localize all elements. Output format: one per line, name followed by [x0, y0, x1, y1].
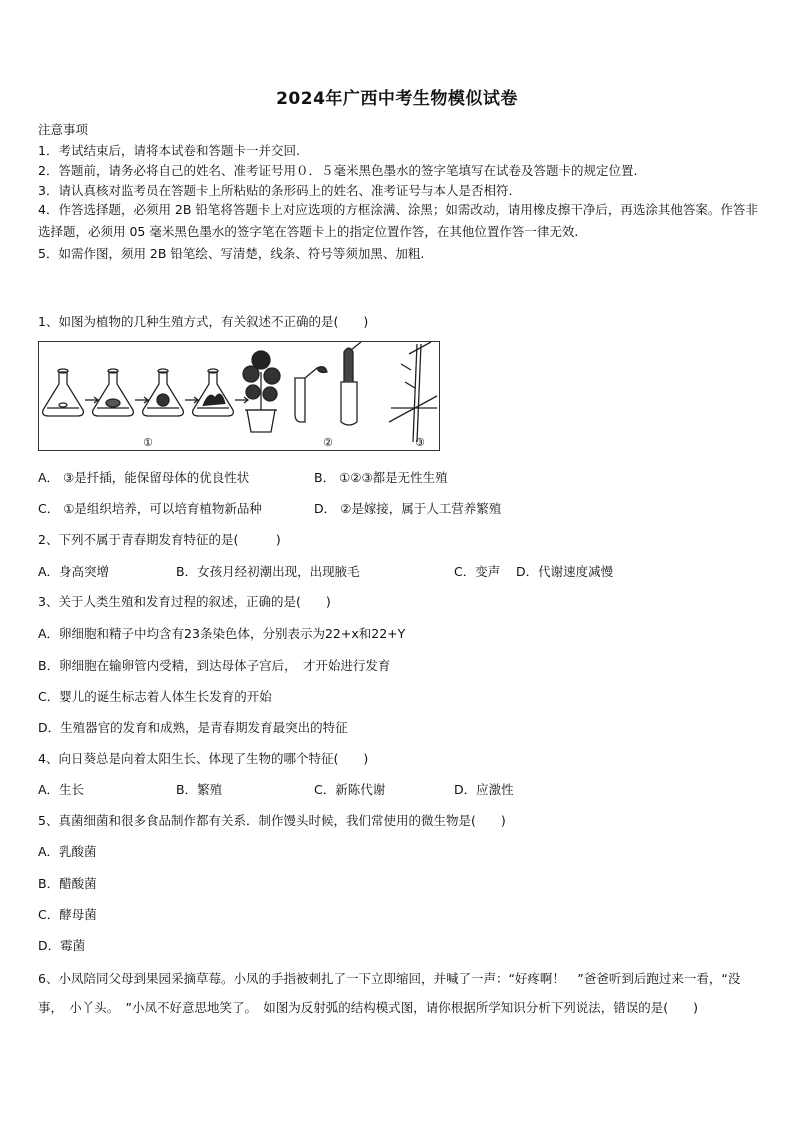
question-3-stem: 3、关于人类生殖和发育过程的叙述，正确的是( ): [38, 594, 331, 609]
question-5-stem: 5、真菌细菌和很多食品制作都有关系．制作馒头时候，我们常使用的微生物是( ): [38, 813, 506, 828]
question-2-option-c: C．变声: [454, 564, 501, 579]
notice-item-4: 4．作答选择题，必须用 2B 铅笔将答题卡上对应选项的方框涂满、涂黑；如需改动，请用橡皮擦干净后，再选涂其他答案。作答非选择题，必须用 05 毫米黑色墨水的签字笔在答题卡上的指定位置作答，在其他位置作答一律无效.: [38, 202, 758, 239]
question-4-option-a: A．生长: [38, 782, 85, 797]
question-1-option-d: D． ②是嫁接，属于人工营养繁殖: [314, 501, 502, 516]
question-5-option-a: A．乳酸菌: [38, 844, 97, 859]
figure-label-2: ②: [323, 436, 333, 449]
notice-item-5: 5．如需作图，须用 2B 铅笔绘、写清楚，线条、符号等须加黑、加粗.: [38, 246, 425, 261]
question-1-option-a: A． ③是扦插，能保留母体的优良性状: [38, 470, 250, 485]
question-2-option-b: B．女孩月经初潮出现，出现腋毛: [176, 564, 360, 579]
question-5-option-b: B．醋酸菌: [38, 876, 97, 891]
question-3-option-c: C．婴儿的诞生标志着人体生长发育的开始: [38, 689, 272, 704]
question-1-option-c: C． ①是组织培养，可以培育植物新品种: [38, 501, 262, 516]
question-1-stem: 1、如图为植物的几种生殖方式，有关叙述不正确的是( ): [38, 314, 369, 329]
question-4-option-c: C．新陈代谢: [314, 782, 386, 797]
question-2-stem: 2、下列不属于青春期发育特征的是( ): [38, 532, 281, 547]
question-4-option-b: B．繁殖: [176, 782, 223, 797]
question-2-option-a: A．身高突增: [38, 564, 110, 579]
question-6-stem: 6、小凤陪同父母到果园采摘草莓。小凤的手指被刺扎了一下立即缩回，并喊了一声：“好疼啊！ ”爸爸听到后跑过来一看，“没事， 小丫头。 ”小凤不好意思地笑了。 如图为反射弧的结构模式图，请你根据所学知识分析下列说法，错误的是( ): [38, 971, 741, 1015]
question-5-option-c: C．酵母菌: [38, 907, 97, 922]
figure-label-1: ①: [143, 436, 153, 449]
notice-item-2: 2．答题前，请务必将自己的姓名、准考证号用０．５毫米黑色墨水的签字笔填写在试卷及答题卡的规定位置.: [38, 163, 638, 178]
question-3-option-d: D．生殖器官的发育和成熟，是青春期发育最突出的特征: [38, 720, 348, 735]
question-5-option-d: D．霉菌: [38, 938, 86, 953]
question-3-option-a: A．卵细胞和精子中均含有23条染色体，分别表示为22+x和22+Y: [38, 626, 406, 641]
question-4-stem: 4、向日葵总是向着太阳生长、体现了生物的哪个特征( ): [38, 751, 369, 766]
question-1-option-b: B． ①②③都是无性生殖: [314, 470, 448, 485]
question-2-option-d: D．代谢速度减慢: [516, 564, 614, 579]
exam-title: 2024年广西中考生物模似试卷: [276, 89, 518, 109]
question-3-option-b: B．卵细胞在输卵管内受精，到达母体子宫后， 才开始进行发育: [38, 658, 391, 673]
question-4-option-d: D．应激性: [454, 782, 514, 797]
notice-item-3: 3．请认真核对监考员在答题卡上所粘贴的条形码上的姓名、准考证号与本人是否相符.: [38, 183, 513, 198]
plant-reproduction-figure: [38, 341, 440, 451]
figure-label-3: ③: [415, 436, 425, 449]
plant-reproduction-drawing: [39, 342, 439, 450]
notice-item-1: 1．考试结束后，请将本试卷和答题卡一并交回.: [38, 143, 300, 158]
notice-heading: 注意事项: [38, 122, 89, 137]
